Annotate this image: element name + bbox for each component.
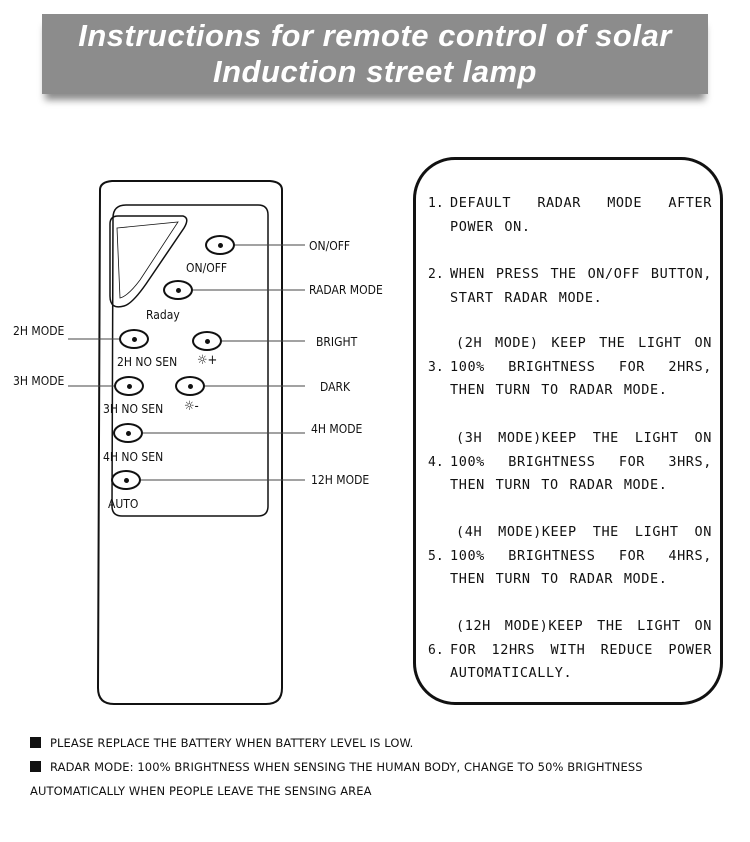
- bright-sun-icon: ☼+: [197, 353, 218, 368]
- 12h-mode-button[interactable]: [111, 470, 141, 490]
- callout-3h-mode: 3H MODE: [13, 374, 65, 388]
- instruction-text: (2H MODE) KEEP THE LIGHT ON 100% BRIGHTNESS FOR 2HRS, THEN TURN TO RADAR MODE.: [450, 335, 712, 398]
- instruction-number: 3.: [428, 360, 444, 375]
- 4h-mode-button[interactable]: [113, 423, 143, 443]
- dark-sun-icon: ☼-: [184, 399, 199, 414]
- 3h-button-label: 3H NO SEN: [103, 402, 164, 416]
- instruction-number: 4.: [428, 455, 444, 470]
- callout-2h-mode: 2H MODE: [13, 324, 65, 338]
- onoff-button-label: ON/OFF: [186, 261, 228, 275]
- instruction-number: 2.: [428, 267, 444, 282]
- instruction-text: (4H MODE)KEEP THE LIGHT ON 100% BRIGHTNESS FOR 4HRS, THEN TURN TO RADAR MODE.: [450, 524, 712, 587]
- instruction-text: (12H MODE)KEEP THE LIGHT ON FOR 12HRS WITH REDUCE POWER AUTOMATICALLY.: [450, 618, 712, 681]
- instruction-text: DEFAULT RADAR MODE AFTER POWER ON.: [450, 195, 712, 235]
- square-bullet-icon: [30, 761, 41, 772]
- auto-button-label: AUTO: [108, 497, 139, 511]
- dark-button[interactable]: [175, 376, 205, 396]
- radar-mode-button[interactable]: [163, 280, 193, 300]
- callout-12h-mode: 12H MODE: [311, 473, 370, 487]
- title-line-2: Induction street lamp: [213, 54, 537, 89]
- instruction-number: 5.: [428, 549, 444, 564]
- 3h-mode-button[interactable]: [114, 376, 144, 396]
- radar-button-label: Raday: [146, 308, 180, 322]
- callout-bright: BRIGHT: [316, 335, 358, 349]
- instruction-number: 6.: [428, 643, 444, 658]
- radar-mode-note-text: RADAR MODE: 100% BRIGHTNESS WHEN SENSING THE HUMAN BODY, CHANGE TO 50% BRIGHTNESS AUTOMATICALLY WHEN PEOPLE LEAVE THE SENSING AREA: [30, 760, 643, 798]
- callout-4h-mode: 4H MODE: [311, 422, 363, 436]
- instruction-text: (3H MODE)KEEP THE LIGHT ON 100% BRIGHTNESS FOR 3HRS, THEN TURN TO RADAR MODE.: [450, 430, 712, 493]
- onoff-button[interactable]: [205, 235, 235, 255]
- callout-onoff: ON/OFF: [309, 239, 351, 253]
- callout-dark: DARK: [320, 380, 351, 394]
- battery-note-text: PLEASE REPLACE THE BATTERY WHEN BATTERY LEVEL IS LOW.: [50, 736, 414, 750]
- square-bullet-icon: [30, 737, 41, 748]
- instructions-box: [413, 157, 723, 705]
- 4h-button-label: 4H NO SEN: [103, 450, 164, 464]
- callout-radar-mode: RADAR MODE: [309, 283, 383, 297]
- title-line-1: Instructions for remote control of solar: [78, 18, 672, 53]
- battery-note: [30, 732, 730, 756]
- bright-button[interactable]: [192, 331, 222, 351]
- instruction-number: 1.: [428, 196, 444, 211]
- 2h-mode-button[interactable]: [119, 329, 149, 349]
- instruction-text: WHEN PRESS THE ON/OFF BUTTON, START RADAR MODE.: [450, 266, 712, 306]
- radar-mode-note: [30, 756, 730, 803]
- 2h-button-label: 2H NO SEN: [117, 355, 178, 369]
